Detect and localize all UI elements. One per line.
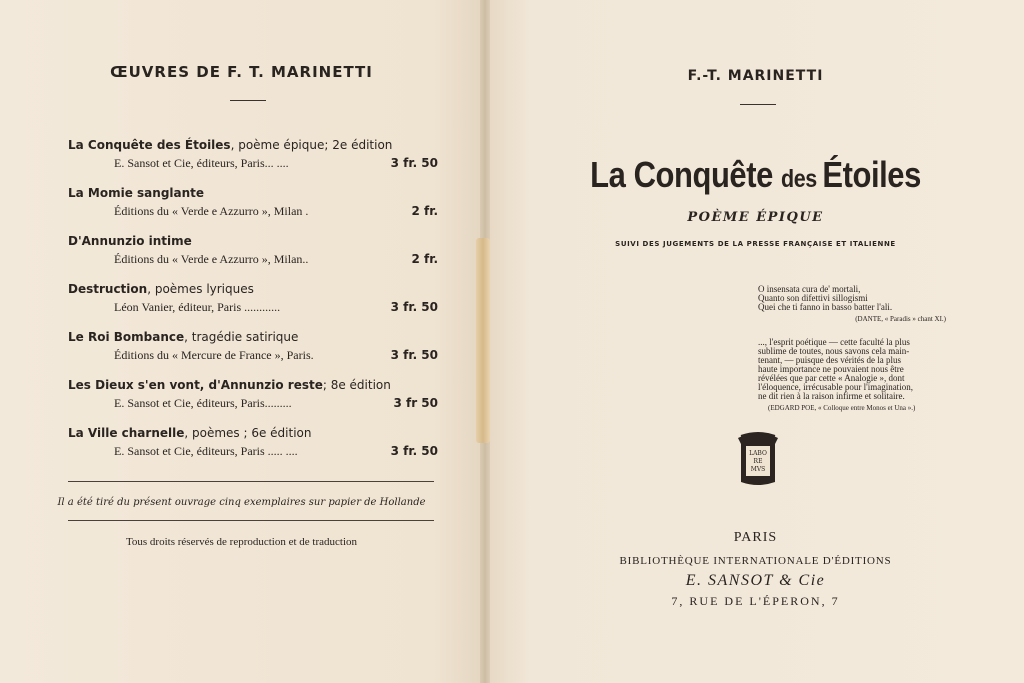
epigraph-line: ne dit rien à la raison infirme et solitaire. bbox=[758, 391, 905, 401]
work-price: 3 fr. 50 bbox=[390, 348, 438, 362]
work-publisher: Éditions du « Verde e Azzurro », Milan . bbox=[114, 204, 309, 218]
works-list bbox=[68, 137, 438, 473]
work-entry bbox=[68, 329, 438, 365]
epigraph-line: O insensata cura de' mortali, bbox=[758, 284, 861, 294]
imprint-library: BIBLIOTHÈQUE INTERNATIONALE D'ÉDITIONS bbox=[619, 555, 892, 567]
author-name: F.-T. MARINETTI bbox=[687, 68, 824, 84]
work-entry bbox=[68, 233, 438, 269]
work-entry bbox=[68, 281, 438, 317]
work-price: 3 fr. 50 bbox=[390, 300, 438, 314]
work-entry bbox=[68, 425, 438, 461]
edition-note: Il a été tiré du présent ouvrage cinq exemplaires sur papier de Hollande bbox=[57, 497, 426, 508]
epigraph-line: ..., l'esprit poétique — cette faculté la plus bbox=[758, 337, 910, 347]
work-note: , poème épique; 2e édition bbox=[230, 138, 393, 152]
work-title: La Ville charnelle bbox=[68, 426, 185, 440]
work-price: 2 fr. bbox=[411, 204, 438, 218]
divider-rule bbox=[68, 520, 434, 521]
imprint-city: PARIS bbox=[733, 530, 778, 545]
book-title bbox=[525, 154, 987, 196]
epigraph-line: révélées que par cette « Analogie », dont bbox=[758, 373, 905, 383]
work-title: La Conquête des Étoiles bbox=[68, 138, 231, 152]
title-rule bbox=[230, 100, 266, 101]
svg-text:MVS: MVS bbox=[750, 466, 766, 473]
epigraph-line: sublime de toutes, nous savons cela main- bbox=[758, 346, 910, 356]
work-note: ; 8e édition bbox=[322, 378, 391, 392]
book-subtitle-secondary: SUIVI DES JUGEMENTS DE LA PRESSE FRANÇAISE ET ITALIENNE bbox=[615, 240, 896, 248]
author-rule bbox=[740, 104, 776, 105]
book-subtitle: POÈME ÉPIQUE bbox=[687, 210, 824, 225]
epigraph-line: l'éloquence, irrécusable pour l'imagination, bbox=[758, 382, 913, 392]
work-publisher: Éditions du « Mercure de France », Paris. bbox=[114, 348, 314, 362]
work-entry bbox=[68, 137, 438, 173]
work-note: , poèmes lyriques bbox=[147, 282, 254, 296]
work-entry bbox=[68, 377, 438, 413]
epigraph-line: tenant, — puisque des vérités de la plus bbox=[758, 355, 901, 365]
work-title: Les Dieux s'en vont, d'Annunzio reste bbox=[68, 378, 323, 392]
work-publisher: E. Sansot et Cie, éditeurs, Paris ..... .... bbox=[114, 444, 298, 458]
publisher-mark-icon bbox=[735, 430, 781, 488]
work-title: La Momie sanglante bbox=[68, 186, 205, 200]
divider-rule bbox=[68, 481, 434, 482]
epigraph-attribution: (EDGARD POE, « Colloque entre Monos et Una ».) bbox=[768, 404, 916, 412]
binding-thread bbox=[476, 238, 490, 443]
work-publisher: Léon Vanier, éditeur, Paris ............ bbox=[114, 300, 281, 314]
work-publisher: E. Sansot et Cie, éditeurs, Paris... .... bbox=[114, 156, 289, 170]
work-entry bbox=[68, 185, 438, 221]
work-price: 3 fr. 50 bbox=[390, 444, 438, 458]
book-title-part: La Conquête bbox=[590, 154, 782, 195]
svg-text:LABO: LABO bbox=[749, 450, 767, 457]
epigraph-attribution: (DANTE, « Paradis » chant XI.) bbox=[855, 315, 946, 323]
epigraph-line: Quei che ti fanno in basso batter l'ali. bbox=[758, 302, 893, 312]
work-price: 3 fr 50 bbox=[393, 396, 438, 410]
imprint-address: 7, RUE DE L'ÉPERON, 7 bbox=[671, 594, 840, 608]
work-publisher: Éditions du « Verde e Azzurro », Milan.. bbox=[114, 252, 309, 266]
work-price: 3 fr. 50 bbox=[390, 156, 438, 170]
work-title: Le Roi Bombance bbox=[68, 330, 185, 344]
works-list-title: ŒUVRES DE F. T. MARINETTI bbox=[110, 63, 373, 81]
work-title: Destruction bbox=[68, 282, 148, 296]
epigraph-poe bbox=[758, 338, 946, 413]
work-note: , poèmes ; 6e édition bbox=[184, 426, 312, 440]
work-note: , tragédie satirique bbox=[184, 330, 299, 344]
work-title: D'Annunzio intime bbox=[68, 234, 192, 248]
book-title-part: des bbox=[781, 165, 823, 193]
svg-text:RE: RE bbox=[753, 458, 763, 465]
imprint-publisher: E. SANSOT & Cie bbox=[685, 572, 826, 589]
epigraph-line: Quanto son difettivi sillogismi bbox=[758, 293, 868, 303]
book-title-part: Étoiles bbox=[822, 154, 921, 195]
epigraph-dante bbox=[758, 285, 946, 324]
rights-notice: Tous droits réservés de reproduction et de traduction bbox=[125, 536, 358, 548]
work-publisher: E. Sansot et Cie, éditeurs, Paris......... bbox=[114, 396, 292, 410]
work-price: 2 fr. bbox=[411, 252, 438, 266]
epigraph-line: haute importance ne pouvaient nous être bbox=[758, 364, 904, 374]
